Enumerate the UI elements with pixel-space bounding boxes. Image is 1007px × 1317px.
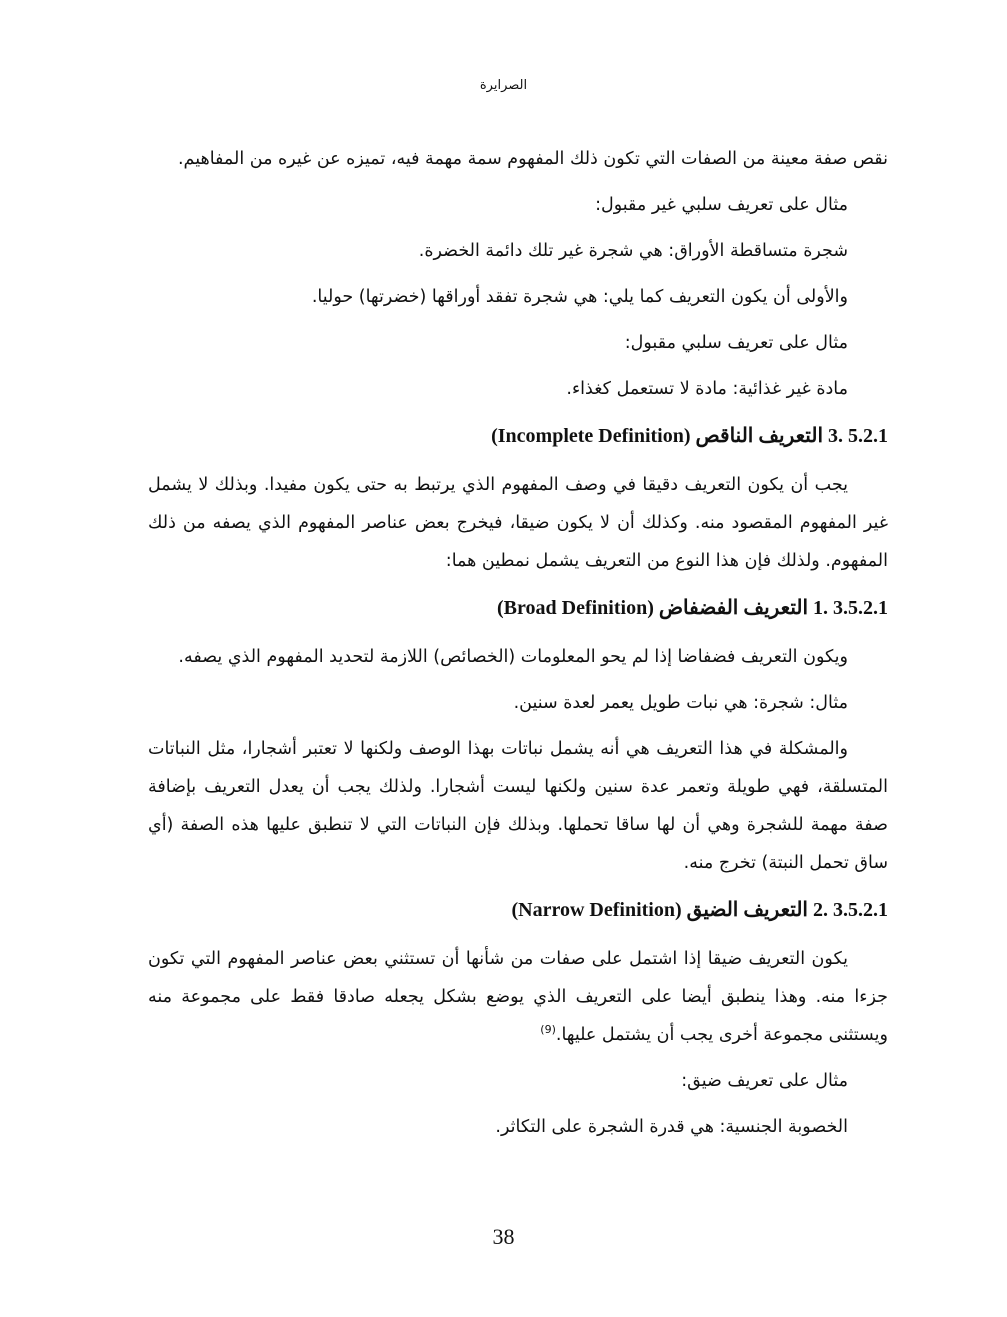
example-heading-narrow: مثال على تعريف ضيق: (681, 1071, 848, 1091)
running-head: الصرايرة (479, 78, 528, 93)
section-heading-broad (148, 588, 888, 628)
example-fertility: الخصوبة الجنسية: هي قدرة الشجرة على التكاثر. (495, 1117, 848, 1137)
example-non-food: مادة غير غذائية: مادة لا تستعمل كغذاء. (566, 379, 848, 399)
page-number: 38 (492, 1224, 515, 1249)
example-deciduous-tree: شجرة متساقطة الأوراق: هي شجرة غير تلك دائمة الخضرة. (418, 241, 848, 261)
example-heading-acceptable: مثال على تعريف سلبي مقبول: (624, 333, 848, 353)
section-title-ar: التعريف الناقص (695, 425, 823, 447)
section-title-en: (Incomplete Definition) (491, 425, 691, 447)
section-heading-narrow (148, 890, 888, 930)
paragraph-continuation: نقص صفة معينة من الصفات التي تكون ذلك المفهوم سمة مهمة فيه، تميزه عن غيره من المفاهيم. (177, 149, 888, 169)
example-heading-unacceptable: مثال على تعريف سلبي غير مقبول: (595, 195, 848, 215)
section-number: 1. 3.5.2.1 (813, 597, 888, 619)
section-number: 2. 3.5.2.1 (813, 899, 888, 921)
paragraph-broad: ويكون التعريف فضفاضا إذا لم يحو المعلومات (الخصائص) اللازمة لتحديد المفهوم الذي يصفه. (178, 647, 848, 667)
example-better-definition: والأولى أن يكون التعريف كما يلي: هي شجرة تفقد أوراقها (خضرتها) حوليا. (311, 287, 848, 307)
footnote-reference: (9) (540, 1023, 556, 1037)
paragraph-incomplete: يجب أن يكون التعريف دقيقا في وصف المفهوم الذي يرتبط به حتى يكون مفيدا. وبذلك لا يشمل غير المفهوم المقصود منه. وكذلك أن لا يكون ضيقا، فيخرج بعض عناصر المفهوم الذي يصفه من ذلك المفهوم. ولذلك فإن هذا النوع من التعريف يشمل نمطين هما: (148, 475, 888, 571)
example-tree: مثال: شجرة: هي نبات طويل يعمر لعدة سنين. (513, 693, 848, 713)
section-number: 3. 5.2.1 (828, 425, 888, 447)
paragraph-narrow-text: يكون التعريف ضيقا إذا اشتمل على صفات من شأنها أن تستثني بعض عناصر المفهوم التي تكون جزءا منه. وهذا ينطبق أيضا على التعريف الذي يوضع بشكل يجعله صادقا فقط على مجموعة منه ويستثنى مجموعة أخرى يجب أن يشتمل عليها. (148, 949, 888, 1045)
paragraph-broad-problem: والمشكلة في هذا التعريف هي أنه يشمل نباتات بهذا الوصف ولكنها لا تعتبر أشجارا، مثل النباتات المتسلقة، فهي طويلة وتعمر عدة سنين ولكنها ليست أشجارا. ولذلك يجب أن يعدل التعريف بإضافة صفة مهمة للشجرة وهي أن لها ساقا تحملها. وبذلك فإن النباتات التي لا تنطبق عليها هذه الصفة (أي ساق تحمل النبتة) تخرج منه. (148, 739, 888, 873)
section-heading-incomplete (148, 416, 888, 456)
section-title-en: (Broad Definition) (497, 597, 654, 619)
section-title-ar: التعريف الفضفاض (658, 597, 808, 619)
section-title-ar: التعريف الضيق (686, 899, 808, 921)
page-body (148, 140, 888, 1154)
section-title-en: (Narrow Definition) (511, 899, 682, 921)
paragraph-narrow (148, 940, 888, 1054)
